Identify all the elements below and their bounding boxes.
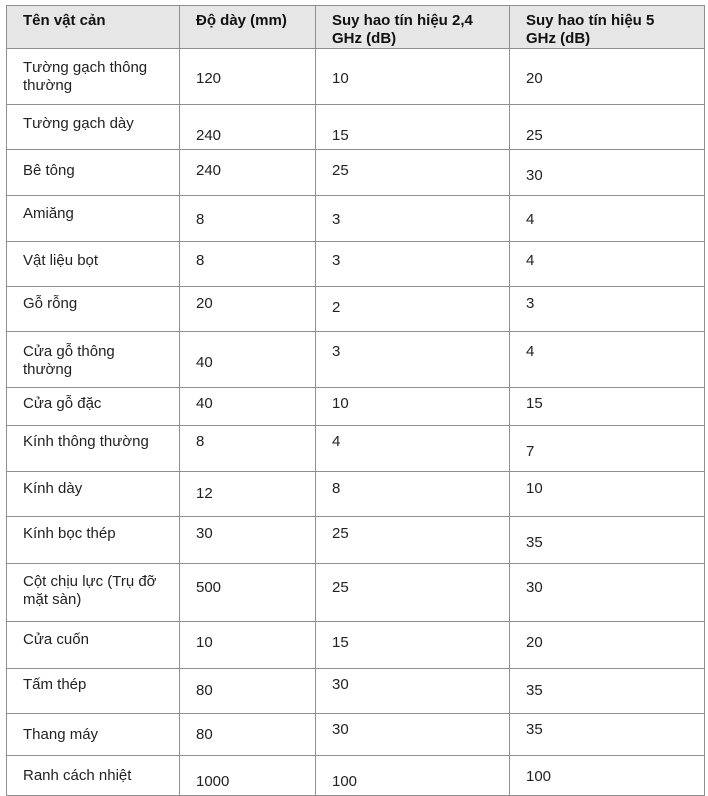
cell-text: 3 <box>332 252 341 269</box>
obstacle-name-cell <box>7 196 180 242</box>
cell-text: 8 <box>196 211 205 228</box>
loss-2-4ghz-cell <box>316 472 510 517</box>
cell-text: 8 <box>196 252 205 269</box>
cell-text: 7 <box>526 443 535 460</box>
cell-text: Kính thông thường <box>23 433 149 450</box>
cell-text: 40 <box>196 354 213 371</box>
loss-2-4ghz-cell <box>316 242 510 287</box>
loss-2-4ghz-cell <box>316 49 510 105</box>
cell-text: 25 <box>332 579 349 596</box>
loss-2-4ghz-cell <box>316 287 510 332</box>
thickness-cell <box>180 150 316 196</box>
thickness-cell <box>180 388 316 426</box>
thickness-cell <box>180 196 316 242</box>
header-obstacle-name: Tên vật cản <box>7 6 180 49</box>
cell-text: 30 <box>196 525 213 542</box>
loss-5ghz-cell <box>510 426 705 472</box>
loss-2-4ghz-cell <box>316 564 510 622</box>
cell-text: 3 <box>332 343 341 360</box>
table-body <box>7 49 705 796</box>
cell-text: 10 <box>332 395 349 412</box>
cell-text: 240 <box>196 127 222 144</box>
loss-5ghz-cell <box>510 287 705 332</box>
thickness-cell <box>180 242 316 287</box>
thickness-cell <box>180 287 316 332</box>
thickness-cell <box>180 622 316 669</box>
loss-2-4ghz-cell <box>316 105 510 150</box>
thickness-cell <box>180 332 316 388</box>
cell-text: 20 <box>526 70 543 87</box>
header-row <box>7 6 705 49</box>
loss-2-4ghz-cell <box>316 332 510 388</box>
cell-text: 35 <box>526 721 543 738</box>
table-row <box>7 472 705 517</box>
cell-text: Bê tông <box>23 162 75 179</box>
cell-text: Cửa gỗ đặc <box>23 395 102 412</box>
thickness-cell <box>180 517 316 564</box>
cell-text: Thang máy <box>23 726 99 743</box>
cell-text: Cửa gỗ thông thường <box>23 343 115 378</box>
loss-5ghz-cell <box>510 49 705 105</box>
obstacle-name-cell <box>7 517 180 564</box>
cell-text: 12 <box>196 485 213 502</box>
loss-2-4ghz-cell <box>316 517 510 564</box>
loss-2-4ghz-cell <box>316 622 510 669</box>
cell-text: Vật liệu bọt <box>23 252 99 269</box>
loss-2-4ghz-cell <box>316 756 510 796</box>
header-loss-5ghz: Suy hao tín hiệu 5 GHz (dB) <box>510 6 705 49</box>
obstacle-name-cell <box>7 332 180 388</box>
cell-text: 35 <box>526 534 543 551</box>
cell-text: Kính dày <box>23 480 83 497</box>
thickness-cell <box>180 472 316 517</box>
table-row <box>7 714 705 756</box>
obstacle-name-cell <box>7 287 180 332</box>
loss-5ghz-cell <box>510 517 705 564</box>
cell-text: 100 <box>526 768 552 785</box>
loss-5ghz-cell <box>510 242 705 287</box>
table-row <box>7 287 705 332</box>
cell-text: 30 <box>332 721 349 738</box>
cell-text: 15 <box>332 634 349 651</box>
cell-text: Kính bọc thép <box>23 525 116 542</box>
cell-text: 120 <box>196 70 222 87</box>
cell-text: 40 <box>196 395 213 412</box>
table-row <box>7 669 705 714</box>
cell-text: 30 <box>526 167 543 184</box>
thickness-cell <box>180 564 316 622</box>
table-row <box>7 517 705 564</box>
table-row <box>7 242 705 287</box>
obstacle-name-cell <box>7 105 180 150</box>
loss-5ghz-cell <box>510 622 705 669</box>
cell-text: 8 <box>332 480 341 497</box>
obstacle-name-cell <box>7 622 180 669</box>
obstacle-name-cell <box>7 150 180 196</box>
cell-text: 20 <box>196 295 213 312</box>
loss-2-4ghz-cell <box>316 150 510 196</box>
cell-text: 4 <box>526 343 535 360</box>
cell-text: 25 <box>526 127 543 144</box>
header-thickness: Độ dày (mm) <box>180 6 316 49</box>
obstacle-name-cell <box>7 472 180 517</box>
header-loss-2-4ghz: Suy hao tín hiệu 2,4 GHz (dB) <box>316 6 510 49</box>
loss-5ghz-cell <box>510 756 705 796</box>
cell-text: 500 <box>196 579 222 596</box>
loss-2-4ghz-cell <box>316 426 510 472</box>
loss-5ghz-cell <box>510 332 705 388</box>
table-row <box>7 105 705 150</box>
table-row <box>7 622 705 669</box>
table-row <box>7 332 705 388</box>
table-row <box>7 426 705 472</box>
loss-5ghz-cell <box>510 150 705 196</box>
cell-text: Tấm thép <box>23 676 87 693</box>
thickness-cell <box>180 426 316 472</box>
attenuation-table <box>6 5 705 796</box>
loss-5ghz-cell <box>510 714 705 756</box>
loss-5ghz-cell <box>510 669 705 714</box>
table-row <box>7 196 705 242</box>
cell-text: 10 <box>526 480 543 497</box>
cell-text: Ranh cách nhiệt <box>23 767 132 784</box>
cell-text: 15 <box>526 395 543 412</box>
loss-2-4ghz-cell <box>316 669 510 714</box>
cell-text: 20 <box>526 634 543 651</box>
cell-text: 1000 <box>196 773 230 790</box>
cell-text: 30 <box>332 676 349 693</box>
thickness-cell <box>180 756 316 796</box>
thickness-cell <box>180 105 316 150</box>
obstacle-name-cell <box>7 426 180 472</box>
cell-text: 4 <box>526 252 535 269</box>
loss-2-4ghz-cell <box>316 196 510 242</box>
cell-text: 8 <box>196 433 205 450</box>
cell-text: 10 <box>332 70 349 87</box>
obstacle-name-cell <box>7 669 180 714</box>
obstacle-name-cell <box>7 242 180 287</box>
table-row <box>7 49 705 105</box>
cell-text: 35 <box>526 682 543 699</box>
table-row <box>7 150 705 196</box>
cell-text: 4 <box>332 433 341 450</box>
cell-text: 25 <box>332 162 349 179</box>
cell-text: 100 <box>332 773 358 790</box>
cell-text: 240 <box>196 162 222 179</box>
loss-5ghz-cell <box>510 564 705 622</box>
thickness-cell <box>180 669 316 714</box>
cell-text: 30 <box>526 579 543 596</box>
cell-text: 80 <box>196 682 213 699</box>
cell-text: 15 <box>332 127 349 144</box>
loss-5ghz-cell <box>510 472 705 517</box>
thickness-cell <box>180 714 316 756</box>
obstacle-name-cell <box>7 564 180 622</box>
table-row <box>7 388 705 426</box>
cell-text: 4 <box>526 211 535 228</box>
cell-text: 10 <box>196 634 213 651</box>
cell-text: Cửa cuốn <box>23 631 89 648</box>
cell-text: Tường gạch thông thường <box>23 59 148 94</box>
cell-text: Gỗ rỗng <box>23 295 78 312</box>
cell-text: Tường gạch dày <box>23 115 134 132</box>
loss-2-4ghz-cell <box>316 388 510 426</box>
loss-5ghz-cell <box>510 388 705 426</box>
cell-text: Cột chịu lực (Trụ đỡ mặt sàn) <box>23 573 157 608</box>
loss-5ghz-cell <box>510 105 705 150</box>
cell-text: 3 <box>526 295 535 312</box>
cell-text: 25 <box>332 525 349 542</box>
loss-2-4ghz-cell <box>316 714 510 756</box>
cell-text: 80 <box>196 726 213 743</box>
thickness-cell <box>180 49 316 105</box>
obstacle-name-cell <box>7 756 180 796</box>
loss-5ghz-cell <box>510 196 705 242</box>
obstacle-name-cell <box>7 388 180 426</box>
cell-text: 3 <box>332 211 341 228</box>
table-row <box>7 756 705 796</box>
cell-text: 2 <box>332 299 341 316</box>
obstacle-name-cell <box>7 714 180 756</box>
cell-text: Amiăng <box>23 205 74 222</box>
obstacle-name-cell <box>7 49 180 105</box>
table-row <box>7 564 705 622</box>
